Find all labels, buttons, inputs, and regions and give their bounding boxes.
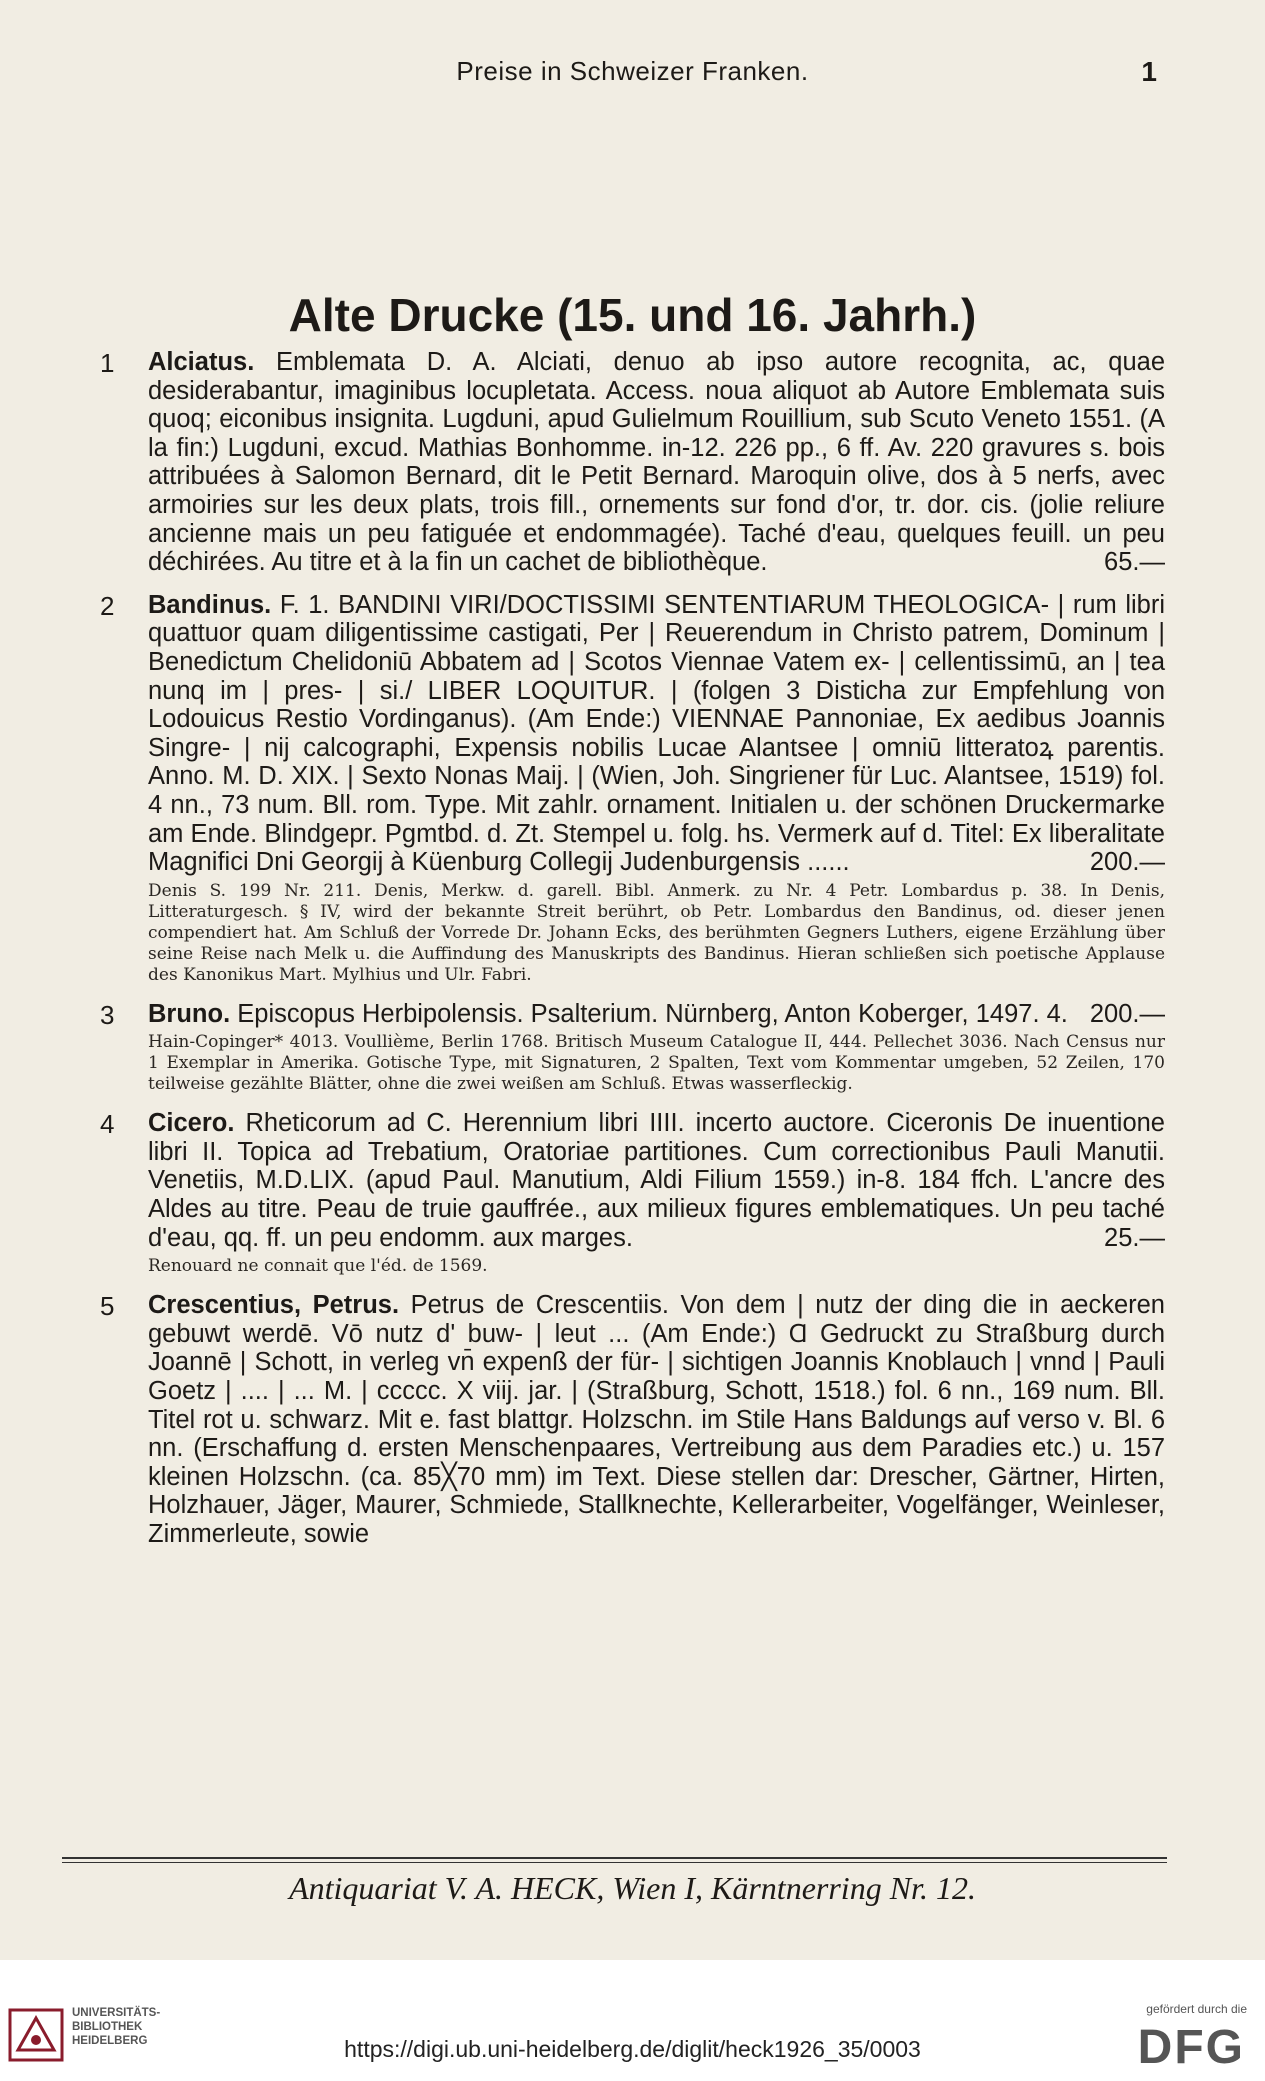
entry-number: 3 [100,999,115,1030]
entry-number: 1 [100,348,115,378]
entry-text: Emblemata D. A. Alciati, denuo ab ipso autore recognita, ac, quae desiderabantur, imaginibus locupletata. Access. noua aliquot ab Autore Emblemata suis quoq; eiconibus insignita. Lugduni, apud Gulielmum Rouillium, sub Scuto Veneto 1551. (A la fin:) Lugduni, excud. Mathias Bonhomme. in-12. 226 pp., 6 ff. Av. 220 gravures s. bois attribuées à Salomon Bernard, dit le Petit Bernard. Maroquin olive, dos à 5 nerfs, avec armoiries sur les deux plats, trois fill., ornements sur fond d'or, tr. dor. cis. (jolie reliure ancienne mais un peu fatiguée et endommagée). Taché d'eau, quelques feuill. un peu déchirées. Au titre et à la fin un cachet de bibliothèque. [148,348,1165,577]
entry-author: Crescentius, Petrus. [148,1291,400,1320]
entry-author: Bruno. [148,999,231,1028]
catalogue-entry [100,1000,1165,1096]
dfg-logo: DFG [1137,2021,1245,2074]
library-line: BIBLIOTHEK [72,2021,143,2033]
library-line: HEIDELBERG [72,2035,148,2047]
entry-text: Episcopus Herbipolensis. Psalterium. Nürnberg, Anton Koberger, 1497. 4. [237,999,1068,1028]
entry-note: Hain-Copinger* 4013. Voullième, Berlin 1768. Britisch Museum Catalogue II, 444. Pellechet 3036. Nach Census nur 1 Exemplar in Amerika. Gotische Type, mit Signaturen, 2 Spalten, Text vom Kommentar umgeben, 52 Zeilen, 170 teilweise gezählte Blätter, ohne die zwei weißen am Schluß. Etwas wasserfleckig. [148,1032,1165,1095]
entry-note: Denis S. 199 Nr. 211. Denis, Merkw. d. garell. Bibl. Anmerk. zu Nr. 4 Petr. Lombardus p. 38. In Denis, Litteraturgesch. § IV, wird der bekannte Streit berührt, ob Petr. Lombardus den Bandinus, od. dieser jenen compendiert hat. Am Schluß der Vorrede Dr. Johann Ecks, des berühmten Gegners Luthers, eigene Erzählung über seine Reise nach Melk u. die Auffindung des Manuskripts des Bandinus. Hieran schließen sich poetische Applause des Kanonikus Mart. Mylhius und Ulr. Fabri. [148,880,1165,985]
entry-note: Renouard ne connait que l'éd. de 1569. [148,1256,488,1277]
entry-price: 200.— [1089,999,1165,1028]
catalogue-entry [100,591,1165,986]
permalink-url[interactable]: https://digi.ub.uni-heidelberg.de/diglit/heck1926_35/0003 [344,2036,921,2062]
catalogue-entries [100,348,1165,1563]
catalogue-entry [100,1109,1165,1277]
running-head: Preise in Schweizer Franken. [456,56,809,86]
footer-rule [62,1857,1167,1863]
catalogue-entry [100,1291,1165,1548]
entry-body [148,348,1165,577]
entry-author: Alciatus. [148,348,255,376]
entry-author: Cicero. [148,1109,235,1138]
entry-body [148,1000,1165,1029]
funder-label: gefördert durch die [1146,2002,1247,2016]
catalogue-entry [100,348,1165,577]
entry-body [148,591,1165,877]
library-line: UNIVERSITÄTS- [72,2007,161,2019]
entry-body [148,1109,1165,1252]
section-title: Alte Drucke (15. und 16. Jahrh.) [288,289,977,341]
page-number: 1 [1141,56,1157,87]
entry-price: 65.— [1104,548,1165,577]
entry-price: 25.— [1104,1223,1165,1252]
entry-price: 200.— [1089,848,1165,877]
entry-text: Petrus de Crescentiis. Von dem | nutz der ding die in aeckeren gebuwt werdē. Vō nutz d' buw- | leut ... (Am Ende:) Ɑ Gedruckt zu Straßburg durch Joannē | Schott, in verleg vn̄ expenß der für- | sichtigen Joannis Knoblauch | vnnd | Pauli Goetz | .... | ... M. | ccccc. X viij. jar. | (Straßburg, Schott, 1518.) fol. 6 nn., 169 num. Bll. Titel rot u. schwarz. Mit e. fast blattgr. Holzschn. im Stile Hans Baldungs auf verso v. Bl. 6 nn. (Erschaffung d. ersten Menschenpaares, Vertreibung aus dem Paradies etc.) u. 157 kleinen Holzschn. (ca. 85╳70 mm) im Text. Diese stellen dar: Drescher, Gärtner, Hirten, Holzhauer, Jäger, Maurer, Schmiede, Stallknechte, Kellerarbeiter, Vogelfänger, Weinleser, Zimmerleute, sowie [148,1291,1165,1548]
publisher-footer: Antiquariat V. A. HECK, Wien I, Kärntnerring Nr. 12. [289,1870,976,1906]
entry-text: Rheticorum ad C. Herennium libri IIII. incerto auctore. Ciceronis De inuentione libri II. Topica ad Trebatium, Oratoriae partitiones. Cum correctionibus Pauli Manutii. Venetiis, M.D.LIX. (apud Paul. Manutium, Aldi Filium 1559.) in-8. 184 ffch. L'ancre des Aldes au titre. Peau de truie gauffrée., aux milieux figures emblematiques. Un peu taché d'eau, qq. ff. un peu endomm. aux marges. [148,1109,1165,1252]
entry-author: Bandinus. [148,590,272,619]
entry-number: 5 [100,1291,115,1322]
entry-text: F. 1. BANDINI VIRI/DOCTISSIMI SENTENTIARUM THEOLOGICA- | rum libri quattuor quam diligentissime castigati, Per | Reuerendum in Christo patrem, Dominum | Benedictum Chelidoniū Abbatem ad | Scotos Viennae Vatem ex- | cellentissimū, an | tea nunq im | pres- | si./ LIBER LOQUITUR. | (folgen 3 Disticha zur Empfehlung von Lodouicus Restio Vordinganus). (Am Ende:) VIENNAE Pannoniae, Ex aedibus Joannis Singre- | nij calcographi, Expensis nobilis Lucae Alantsee | omniū litteratoꝝ parentis. Anno. M. D. XIX. | Sexto Nonas Maij. | (Wien, Joh. Singriener für Luc. Alantsee, 1519) fol. 4 nn., 73 num. Bll. rom. Type. Mit zahlr. ornament. Initialen u. der schönen Druckermarke am Ende. Blindgepr. Pgmtbd. d. Zt. Stempel u. folg. hs. Vermerk auf d. Titel: Ex liberalitate Magnifici Dni Georgij à Küenburg Collegij Judenburgensis ...... [148,590,1165,877]
entry-body [148,1291,1165,1548]
entry-number: 4 [100,1109,115,1140]
entry-number: 2 [100,590,115,621]
